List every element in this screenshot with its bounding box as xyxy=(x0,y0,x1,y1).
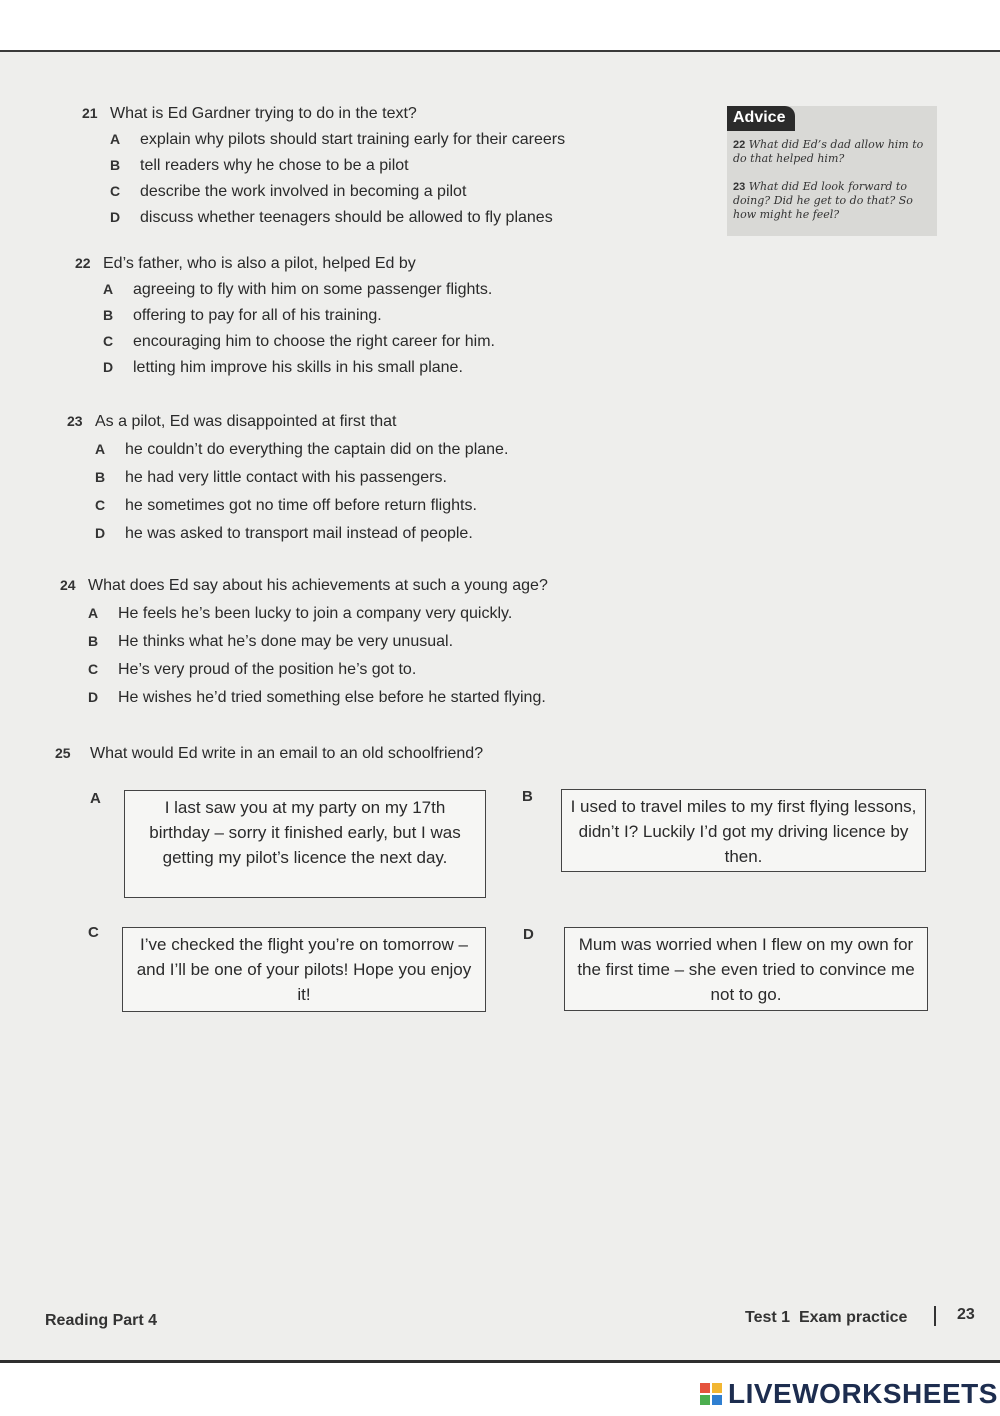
section-label: Reading Part 4 xyxy=(45,1312,158,1329)
option-d[interactable]: D he was asked to transport mail instead of people. xyxy=(95,525,473,542)
question-text: What would Ed write in an email to an old schoolfriend? xyxy=(90,745,484,762)
option-box-c[interactable]: I’ve checked the flight you’re on tomorrow – and I’ll be one of your pilots! Hope you enjoy it! xyxy=(122,927,486,1012)
box-letter-d: D xyxy=(523,926,534,943)
question-text: What is Ed Gardner trying to do in the text? xyxy=(110,105,417,122)
advice-item: 23 What did Ed look forward to doing? Did he get to do that? So how might he feel? xyxy=(733,180,913,221)
test-label: Test 1 Exam practice xyxy=(745,1309,908,1326)
option-box-d[interactable]: Mum was worried when I flew on my own for the first time – she even tried to convince me not to go. xyxy=(564,927,928,1011)
option-a[interactable]: A agreeing to fly with him on some passenger flights. xyxy=(103,281,493,298)
option-a[interactable]: A He feels he’s been lucky to join a company very quickly. xyxy=(88,605,513,622)
box-letter-b: B xyxy=(522,788,533,805)
question-text: What does Ed say about his achievements at such a young age? xyxy=(88,577,548,594)
option-box-a[interactable]: I last saw you at my party on my 17th birthday – sorry it finished early, but I was getting my pilot’s licence the next day. xyxy=(124,790,486,898)
footer-divider xyxy=(934,1306,936,1326)
question-21 xyxy=(82,105,565,227)
logo-text: LIVEWORKSHEETS xyxy=(728,1378,998,1409)
option-c[interactable]: C he sometimes got no time off before return flights. xyxy=(95,497,477,514)
logo-icon xyxy=(700,1383,722,1405)
question-text: As a pilot, Ed was disappointed at first that xyxy=(95,413,397,430)
liveworksheets-logo xyxy=(700,1378,998,1410)
option-a[interactable]: A he couldn’t do everything the captain did on the plane. xyxy=(95,441,509,458)
option-c[interactable]: C encouraging him to choose the right career for him. xyxy=(103,333,495,350)
box-letter-c: C xyxy=(88,924,99,941)
question-23 xyxy=(67,413,508,543)
question-number: 25 xyxy=(55,745,71,761)
advice-item: 22 What did Ed’s dad allow him to do that helped him? xyxy=(733,138,924,165)
top-margin xyxy=(0,0,1000,50)
question-22 xyxy=(75,255,495,377)
question-24 xyxy=(60,577,548,707)
page-number: 23 xyxy=(957,1306,975,1323)
advice-box xyxy=(727,106,937,236)
option-d[interactable]: D discuss whether teenagers should be allowed to fly planes xyxy=(110,209,553,226)
question-25 xyxy=(55,745,483,763)
option-b[interactable]: B he had very little contact with his passengers. xyxy=(95,469,447,486)
option-c[interactable]: C He’s very proud of the position he’s got to. xyxy=(88,661,417,678)
option-b[interactable]: B tell readers why he chose to be a pilot xyxy=(110,157,409,174)
question-number: 21 xyxy=(82,105,98,121)
worksheet-page xyxy=(0,50,1000,1364)
option-b[interactable]: B offering to pay for all of his training. xyxy=(103,307,382,324)
box-letter-a: A xyxy=(90,790,101,807)
option-d[interactable]: D He wishes he’d tried something else before he started flying. xyxy=(88,689,546,706)
question-text: Ed’s father, who is also a pilot, helped Ed by xyxy=(103,255,416,272)
question-number: 23 xyxy=(67,413,83,429)
option-c[interactable]: C describe the work involved in becoming a pilot xyxy=(110,183,467,200)
option-a[interactable]: A explain why pilots should start training early for their careers xyxy=(110,131,566,148)
option-box-b[interactable]: I used to travel miles to my first flying lessons, didn’t I? Luckily I’d got my driving licence by then. xyxy=(561,789,926,872)
question-number: 22 xyxy=(75,255,91,271)
option-d[interactable]: D letting him improve his skills in his small plane. xyxy=(103,359,463,376)
advice-title: Advice xyxy=(727,106,795,131)
option-b[interactable]: B He thinks what he’s done may be very unusual. xyxy=(88,633,454,650)
question-number: 24 xyxy=(60,577,76,593)
